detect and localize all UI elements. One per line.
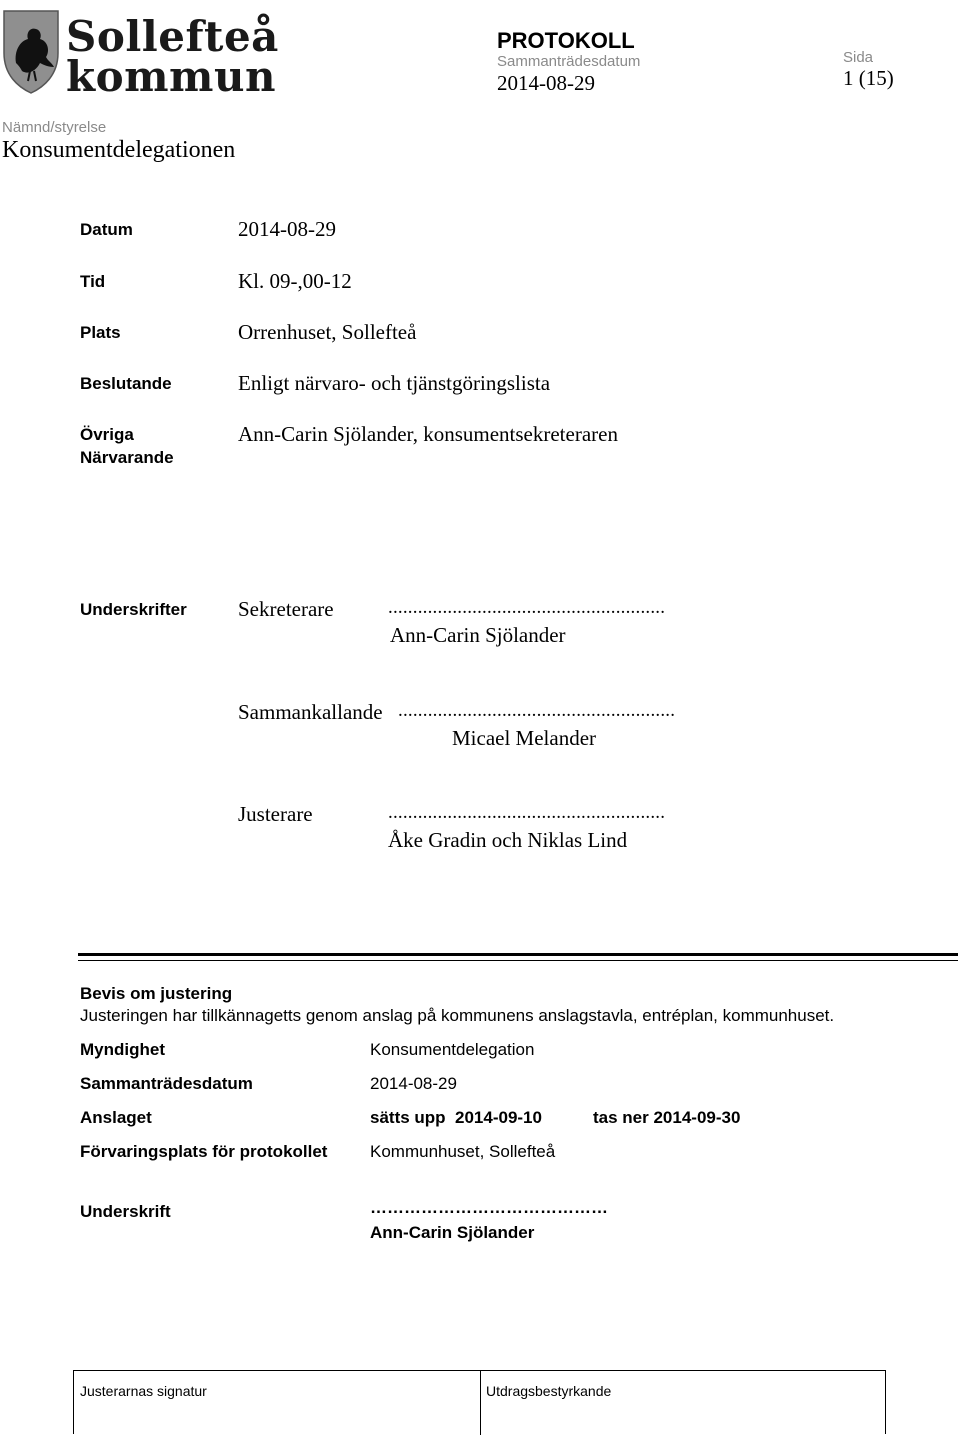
- meeting-date-value: 2014-08-29: [497, 71, 595, 95]
- page-label: Sida: [843, 49, 874, 66]
- underskrift-name: Ann-Carin Sjölander: [370, 1223, 535, 1242]
- signature-box-divider: [480, 1371, 481, 1435]
- sammankallande-signature-line: ........................................................: [398, 700, 676, 721]
- meeting-date-label: Sammanträdesdatum: [497, 53, 641, 70]
- sekreterare-signature-line: ........................................................: [388, 597, 666, 618]
- tid-value: Kl. 09-,00-12: [238, 269, 352, 293]
- board-label: Nämnd/styrelse: [2, 119, 107, 136]
- justerare-name: Åke Gradin och Niklas Lind: [388, 828, 628, 852]
- justerare-label: Justerare: [238, 802, 313, 826]
- datum-value: 2014-08-29: [238, 217, 336, 241]
- underskrift-signature-line: ……………………………………: [370, 1198, 608, 1217]
- justerarnas-signatur-label: Justerarnas signatur: [80, 1383, 207, 1399]
- sammankallande-label: Sammankallande: [238, 700, 383, 724]
- sammankallande-name: Micael Melander: [452, 726, 597, 750]
- plats-label: Plats: [80, 323, 121, 342]
- sekreterare-name: Ann-Carin Sjölander: [390, 623, 566, 647]
- myndighet-value: Konsumentdelegation: [370, 1040, 535, 1059]
- forvaringsplats-label: Förvaringsplats för protokollet: [80, 1142, 328, 1161]
- justerare-signature-line: ........................................................: [388, 802, 666, 823]
- sammantradesdatum-label: Sammanträdesdatum: [80, 1074, 253, 1093]
- section-divider-thick: [78, 953, 958, 956]
- ovriga-value: Ann-Carin Sjölander, konsumentsekreteraren: [238, 422, 618, 446]
- anslaget-label: Anslaget: [80, 1108, 152, 1127]
- satts-upp-date: sätts upp 2014-09-10: [370, 1108, 542, 1127]
- ovriga-label-1: Övriga: [80, 425, 134, 444]
- tas-ner-date: tas ner 2014-09-30: [593, 1108, 741, 1127]
- document-type: PROTOKOLL: [497, 28, 635, 53]
- logo-line-1: Sollefteå: [66, 12, 279, 61]
- logo-line-2: kommun: [66, 52, 277, 101]
- page-number: 1 (15): [843, 66, 894, 90]
- justering-title: Bevis om justering: [80, 984, 233, 1003]
- plats-value: Orrenhuset, Sollefteå: [238, 320, 417, 344]
- ovriga-label-2: Närvarande: [80, 448, 174, 467]
- forvaringsplats-value: Kommunhuset, Sollefteå: [370, 1142, 556, 1161]
- datum-label: Datum: [80, 220, 133, 239]
- section-divider-thin: [78, 960, 958, 961]
- beslutande-label: Beslutande: [80, 374, 172, 393]
- coat-of-arms-icon: [0, 5, 62, 95]
- underskrift-label: Underskrift: [80, 1202, 171, 1221]
- utdragsbestyrkande-label: Utdragsbestyrkande: [486, 1383, 612, 1399]
- signature-box: [73, 1370, 886, 1434]
- justering-text: Justeringen har tillkännagetts genom anslag på kommunens anslagstavla, entréplan, kommunhuset.: [80, 1006, 835, 1025]
- tid-label: Tid: [80, 272, 106, 291]
- beslutande-value: Enligt närvaro- och tjänstgöringslista: [238, 371, 551, 395]
- sekreterare-label: Sekreterare: [238, 597, 334, 621]
- underskrifter-label: Underskrifter: [80, 600, 187, 619]
- myndighet-label: Myndighet: [80, 1040, 165, 1059]
- board-name: Konsumentdelegationen: [2, 137, 236, 163]
- sammantradesdatum-value: 2014-08-29: [370, 1074, 457, 1093]
